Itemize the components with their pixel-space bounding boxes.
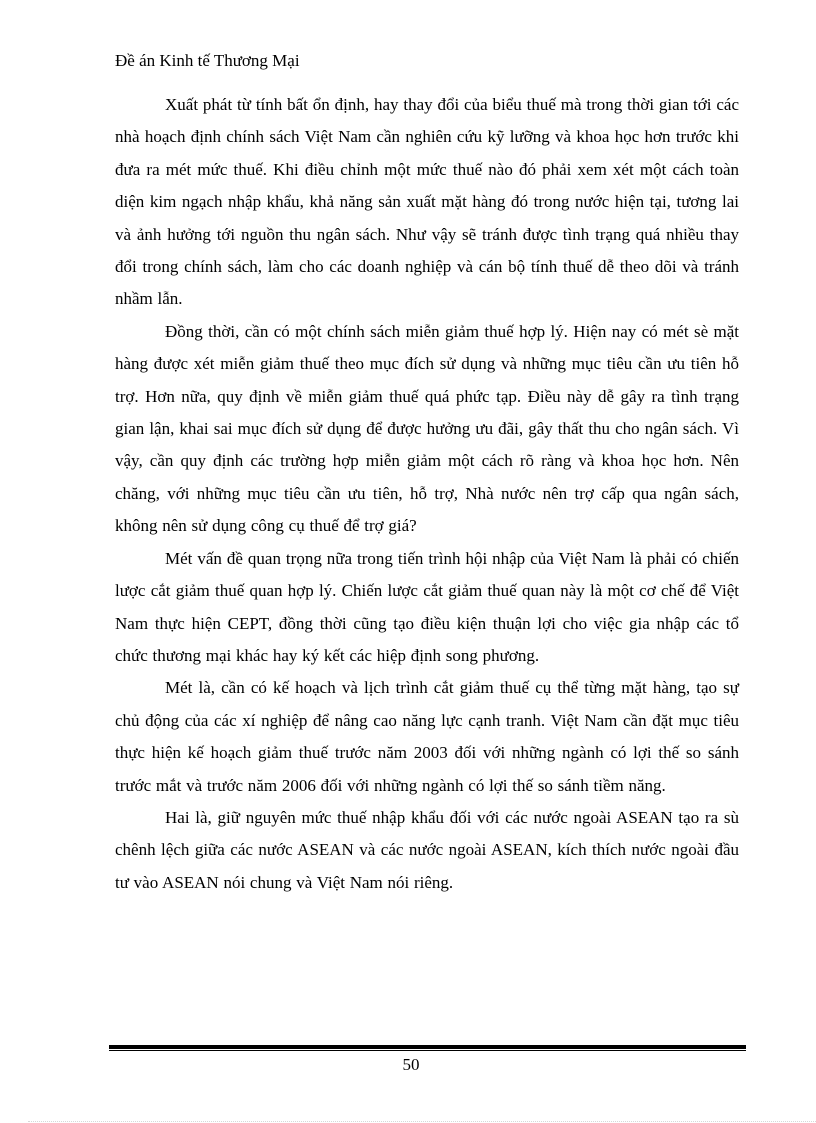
footer-rule-thin <box>109 1050 746 1051</box>
page-header: Đề án Kinh tế Thương Mại <box>115 51 300 70</box>
body-text <box>115 89 739 899</box>
paragraph: Đồng thời, cần có một chính sách miễn giảm thuế hợp lý. Hiện nay có mét sè mặt hàng được xét miễn giảm thuế theo mục đích sử dụng và những mục tiêu cần ưu tiên hỗ trợ. Hơn nữa, quy định về miễn giảm thuế quá phức tạp. Điều này dễ gây ra tình trạng gian lận, khai sai mục đích sử dụng để được hưởng ưu đãi, gây thất thu cho ngân sách. Vì vậy, cần quy định các trường hợp miễn giảm một cách rõ ràng và khoa học hơn. Nên chăng, với những mục tiêu cần ưu tiên, hỗ trợ, Nhà nước nên trợ cấp qua ngân sách, không nên sử dụng công cụ thuế để trợ giá? <box>115 321 739 536</box>
paragraph: Mét vấn đề quan trọng nữa trong tiến trình hội nhập của Việt Nam là phải có chiến lược cắt giảm thuế quan hợp lý. Chiến lược cắt giảm thuế quan này là một cơ chế để Việt Nam thực hiện CEPT, đồng thời cũng tạo điều kiện thuận lợi cho việc gia nhập các tổ chức thương mại khác hay ký kết các hiệp định song phương. <box>115 548 739 665</box>
paragraph: Hai là, giữ nguyên mức thuế nhập khẩu đối với các nước ngoài ASEAN tạo ra sù chênh lệch giữa các nước ASEAN và các nước ngoài ASEAN, kích thích nước ngoài đầu tư vào ASEAN nói chung và Việt Nam nói riêng. <box>115 807 739 892</box>
page-number: 50 <box>402 1055 420 1074</box>
paragraph: Xuất phát từ tính bất ổn định, hay thay đổi của biểu thuế mà trong thời gian tới các nhà hoạch định chính sách Việt Nam cần nghiên cứu kỹ lưỡng và khoa học hơn trước khi đưa ra mét mức thuế. Khi điều chỉnh một mức thuế nào đó phải xem xét một cách toàn diện kim ngạch nhập khẩu, khả năng sản xuất mặt hàng đó trong nước hiện tại, tương lai và ảnh hưởng tới nguồn thu ngân sách. Như vậy sẽ tránh được tình trạng quá nhiều thay đổi trong chính sách, làm cho các doanh nghiệp và cán bộ tính thuế dễ theo dõi và tránh nhầm lẫn. <box>115 95 739 309</box>
paragraph: Mét là, cần có kế hoạch và lịch trình cắt giảm thuế cụ thể từng mặt hàng, tạo sự chủ động của các xí nghiệp để nâng cao năng lực cạnh tranh. Việt Nam cần đặt mục tiêu thực hiện kế hoạch giảm thuế trước năm 2003 đối với những ngành có lợi thế so sánh trước mắt và trước năm 2006 đối với những ngành có lợi thế so sánh tiềm năng. <box>115 678 739 795</box>
footer-rule <box>109 1045 746 1049</box>
